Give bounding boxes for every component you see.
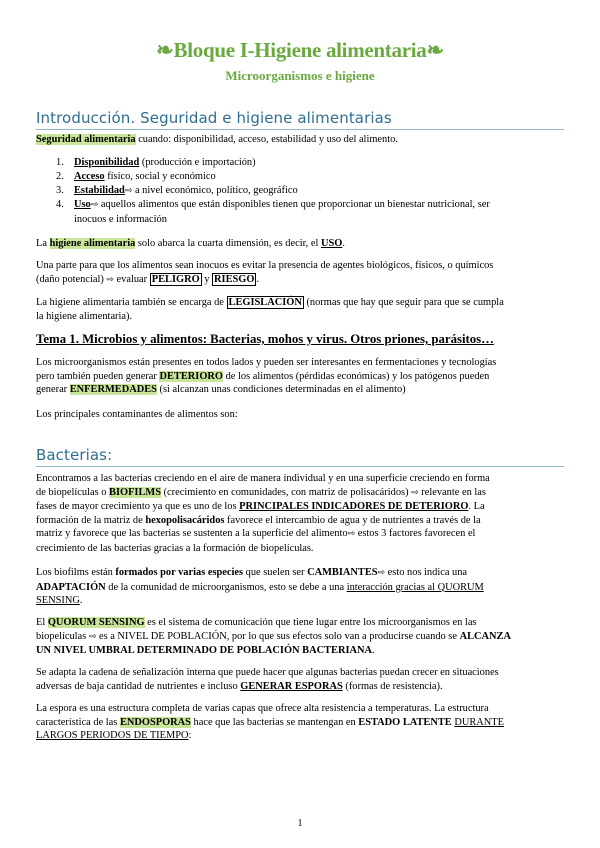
bacterias-heading: Bacterias: [36,446,113,464]
bacterias-paragraph-1: Encontramos a las bacterias creciendo en el aire de manera individual y en una superficie creciendo en forma de biopelículas o BIOFILMS (crecimiento en comunidades, con matriz de polisacáridos) ⇨ relevante en las fases de mayor crecimiento ya que es uno de los PRINCIPALES INDICADORES DE DETERIORO. La formación de la matriz de hexopolisacáridos favorece el intercambio de agua y de nutrientes a través de la matriz y favorece que las bacterias se sustenten a la superficie del alimento⇨ estos 3 factores favorecen el crecimiento de las bacterias gracias a la formación de biopelículas. [36,473,490,554]
intro-heading: Introducción. Seguridad e higiene alimentarias [36,109,392,127]
list-item-3: 3. Estabilidad⇨ a nivel económico, político, geográfico [56,185,298,196]
arrow-icon: ⇨ [124,186,133,196]
arrow-icon: ⇨ [377,568,386,578]
bacterias-heading-rule [36,466,564,467]
arrow-icon: ⇨ [90,200,99,210]
bacterias-paragraph-2: Los biofilms están formados por varias especies que suelen ser CAMBIANTES⇨ esto nos indica una ADAPTACIÓN de la comunidad de microorganismos, esto se debe a una interacción gracias al QUORUM SENSING. [36,567,484,607]
arrow-icon: ⇨ [411,487,419,498]
list-item-2: 2. Acceso físico, social y económico [56,171,216,182]
term-seguridad-alimentaria: Seguridad alimentaria [36,134,136,145]
arrow-icon: ⇨ [347,529,356,540]
intro-paragraph-4: La higiene alimentaria también se encarga de LEGISLACIÓN (normas que hay que seguir para que se cumpla la higiene alimentaria). [36,297,504,322]
tema-paragraph-1: Los microorganismos están presentes en todos lados y pueden ser interesantes en fermentaciones y tecnologías pero también pueden generar DETERIORO de los alimentos (pérdidas económicas) y los patógenos pueden generar ENFERMEDADES (si alcanzan unas condiciones determinadas en el alimento) [36,357,497,396]
tema-paragraph-2: Los principales contaminantes de alimentos son: [36,409,238,420]
bacterias-paragraph-3: El QUORUM SENSING es el sistema de comunicación que tiene lugar entre los microorganismos en las biopelículas ⇨ es a NIVEL DE POBLACIÓN, por lo que sus efectos solo van a producirse cuando se ALCANZA UN NIVEL UMBRAL DETERMINADO DE POBLACIÓN BACTERIANA. [36,617,511,657]
document-title: ❧Bloque I-Higiene alimentaria❧ [156,38,444,62]
tema-heading: Tema 1. Microbios y alimentos: Bacterias, mohos y virus. Otros priones, parásitos… [36,332,494,346]
document-subtitle: Microorganismos e higiene [225,68,375,83]
intro-paragraph-3: Una parte para que los alimentos sean inocuos es evitar la presencia de agentes biológicos, físicos, o químicos (daño potencial) ⇨ evaluar PELIGRO y RIESGO . [36,260,494,285]
arrow-icon: ⇨ [106,274,114,285]
list-item-4: 4. Uso⇨ aquellos alimentos que están disponibles tienen que proporcionar un bienestar nutricional, ser inocuos e información [56,199,490,225]
intro-paragraph-1: Seguridad alimentaria cuando: disponibilidad, acceso, estabilidad y uso del alimento. [36,134,398,145]
arrow-icon: ⇨ [88,631,97,642]
boxed-legislacion: LEGISLACIÓN [228,297,302,308]
bacterias-paragraph-4: Se adapta la cadena de señalización interna que puede hacer que algunas bacterias puedan crecer en situaciones adversas de baja cantidad de nutrientes e incluso GENERAR ESPORAS (formas de resistencia). [36,667,499,692]
boxed-riesgo: RIESGO [214,273,255,285]
intro-paragraph-2: La higiene alimentaria solo abarca la cuarta dimensión, es decir, el USO. [36,238,345,249]
intro-heading-rule [36,129,564,130]
boxed-peligro: PELIGRO [151,273,200,285]
list-item-1: 1. Disponibilidad (producción e importación) [56,157,256,168]
page-number: 1 [297,818,303,829]
bacterias-paragraph-5: La espora es una estructura completa de varias capas que ofrece alta resistencia a temperaturas. La estructura característica de las ENDOSPORAS hace que las bacterias se mantengan en ESTADO LATENTE DURANTE LARGOS PERIODOS DE TIEMPO: [36,703,504,742]
